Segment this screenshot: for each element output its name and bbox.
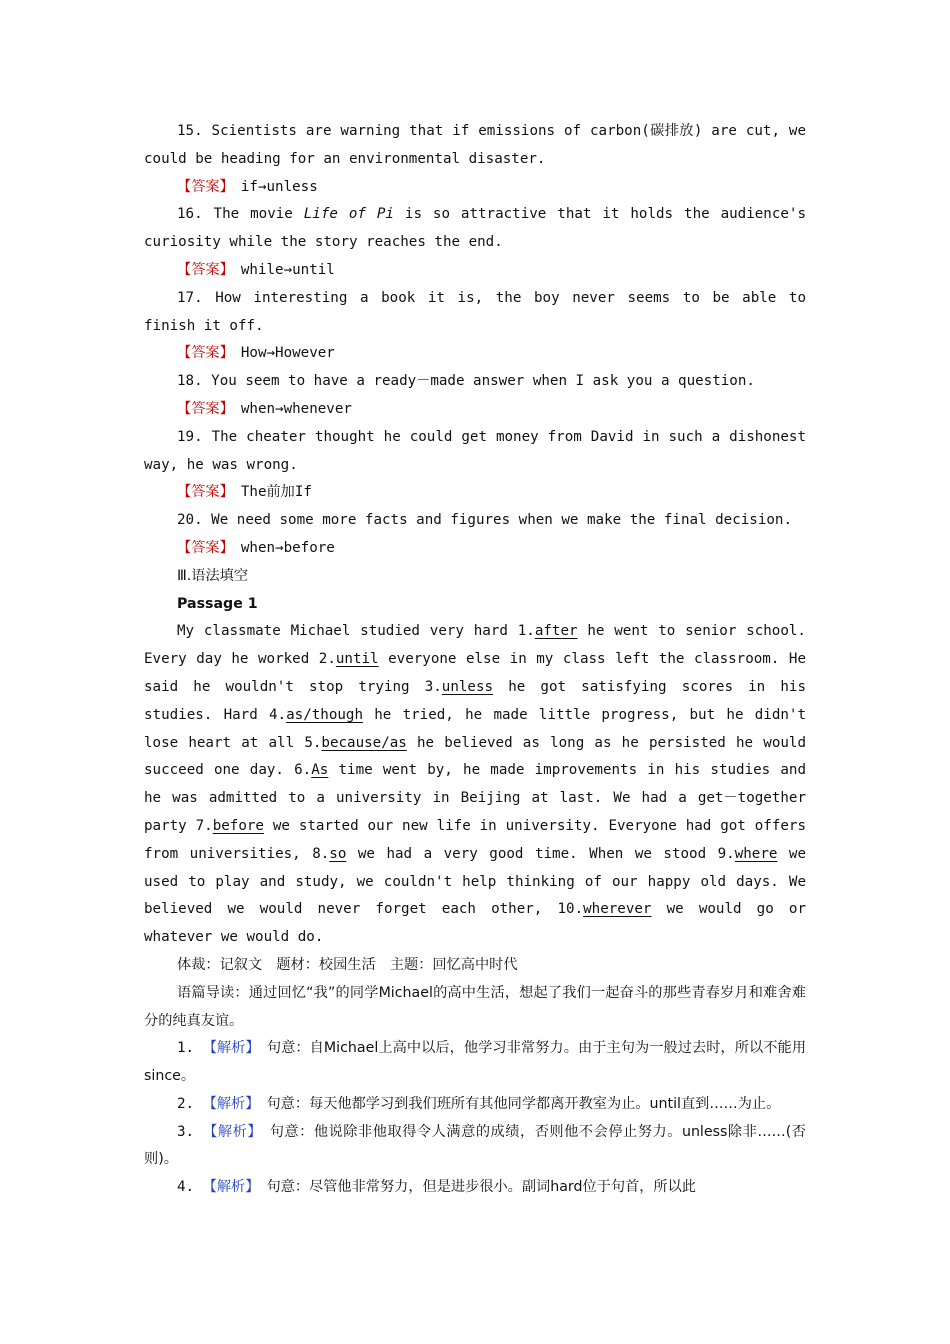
passage-text: we had a very good time. When we stood 9.: [346, 845, 735, 862]
question-text: 20. We need some more facts and figures when we make the final decision.: [177, 512, 792, 529]
question-text: 16. The movie: [177, 206, 304, 223]
passage-text: everyone else in my class left the classroom. He said he wouldn't stop trying 3.: [144, 651, 806, 695]
question-15: [144, 118, 806, 174]
answer-text: if→unless: [240, 178, 318, 195]
question-text: 15. Scientists are warning that if emissions of carbon(碳排放) are cut, we could be heading for an environmental disaster.: [144, 123, 806, 167]
blank-answer-10: wherever: [583, 901, 652, 918]
blank-answer-7: before: [212, 817, 264, 834]
blank-answer-8: so: [329, 845, 347, 862]
question-17: [144, 285, 806, 341]
analysis-text: 句意：自Michael上高中以后，他学习非常努力。由于主句为一般过去时，所以不能用since。: [144, 1040, 807, 1085]
passage-text: we used to play and study, we couldn't help thinking of our happy old days. We believed we would never forget each other, 10.: [144, 845, 807, 918]
analysis-text: 句意：尽管他非常努力，但是进步很小。副词hard位于句首，所以此: [252, 1179, 696, 1196]
answer-tag: 【答案】: [177, 539, 227, 556]
genre-line: 体裁：记叙文 题材：校园生活 主题：回忆高中时代: [177, 956, 518, 973]
answer-text: when→whenever: [240, 400, 352, 417]
passage-text: he believed as long as he persisted he would succeed one day. 6.: [144, 734, 806, 779]
analysis-text: 句意：每天他都学习到我们班所有其他同学都离开教室为止。until直到……为止。: [252, 1095, 781, 1112]
analysis-number: 2.: [177, 1095, 203, 1112]
question-text: 18. You seem to have a ready－made answer when I ask you a question.: [177, 373, 755, 390]
passage-text: we would go or whatever we would do.: [144, 901, 806, 946]
answer-tag: 【答案】: [177, 484, 227, 501]
passage-text: My classmate Michael studied very hard 1.: [177, 623, 535, 640]
analysis-text: 句意：他说除非他取得令人满意的成绩，否则他不会停止努力。unless除非……(否则)。: [144, 1123, 806, 1168]
passage-text: he got satisfying scores in his studies. Hard 4.: [144, 678, 806, 723]
blank-answer-5: because/as: [321, 734, 407, 751]
analysis-3: [144, 1119, 806, 1175]
analysis-tag: 【解析】: [202, 1179, 253, 1196]
section-heading: Ⅲ.语法填空: [177, 567, 249, 584]
question-text: is so attractive that it holds the audience's curiosity while the story reaches the end.: [144, 206, 806, 251]
analysis-tag: 【解析】: [202, 1040, 253, 1057]
analysis-4: [144, 1174, 806, 1202]
question-18: [144, 368, 806, 396]
answer-20: [144, 535, 806, 563]
passage-text: time went by, he made improvements in his studies and he was admitted to a university in Beijing at last. We had a get－together party 7.: [144, 762, 807, 834]
answer-text: The前加If: [240, 484, 312, 501]
question-20: [144, 507, 806, 535]
movie-title: Life of Pi: [303, 206, 394, 223]
blank-answer-4: as/though: [286, 706, 363, 723]
answer-19: [144, 479, 806, 507]
analysis-number: 3.: [177, 1123, 204, 1140]
blank-answer-1: after: [534, 623, 578, 640]
passage-body: [144, 618, 806, 952]
analysis-tag: 【解析】: [203, 1123, 255, 1140]
analysis-tag: 【解析】: [202, 1095, 253, 1112]
answer-text: when→before: [240, 539, 335, 556]
passage-text: we started our new life in university. Everyone had got offers from universities, 8.: [144, 817, 806, 862]
question-19: [144, 424, 806, 480]
answer-tag: 【答案】: [177, 178, 227, 195]
question-16: [144, 201, 806, 257]
answer-16: [144, 257, 806, 285]
answer-tag: 【答案】: [177, 400, 227, 417]
blank-answer-6: As: [311, 762, 329, 779]
reading-guide: 语篇导读：通过回忆“我”的同学Michael的高中生活，想起了我们一起奋斗的那些青春岁月和难舍难分的纯真友谊。: [144, 984, 806, 1029]
blank-answer-2: until: [335, 651, 379, 668]
question-text: 17. How interesting a book it is, the boy never seems to be able to finish it off.: [144, 289, 806, 334]
analysis-2: [144, 1091, 806, 1119]
passage-title: Passage 1: [177, 595, 258, 612]
analysis-number: 1.: [177, 1040, 203, 1057]
answer-17: [144, 340, 806, 368]
analysis-number: 4.: [177, 1179, 203, 1196]
answer-tag: 【答案】: [177, 345, 227, 362]
answer-text: while→until: [240, 261, 335, 278]
blank-answer-9: where: [734, 845, 778, 862]
answer-18: [144, 396, 806, 424]
document-page: [144, 118, 806, 1202]
answer-text: How→However: [240, 345, 335, 362]
analysis-1: [144, 1035, 806, 1091]
passage-text: he tried, he made little progress, but he didn't lose heart at all 5.: [144, 706, 806, 751]
answer-15: [144, 174, 806, 202]
blank-answer-3: unless: [441, 678, 494, 695]
question-text: 19. The cheater thought he could get money from David in such a dishonest way, he was wrong.: [144, 428, 806, 473]
answer-tag: 【答案】: [177, 261, 227, 278]
passage-text: he went to senior school. Every day he worked 2.: [144, 623, 806, 668]
